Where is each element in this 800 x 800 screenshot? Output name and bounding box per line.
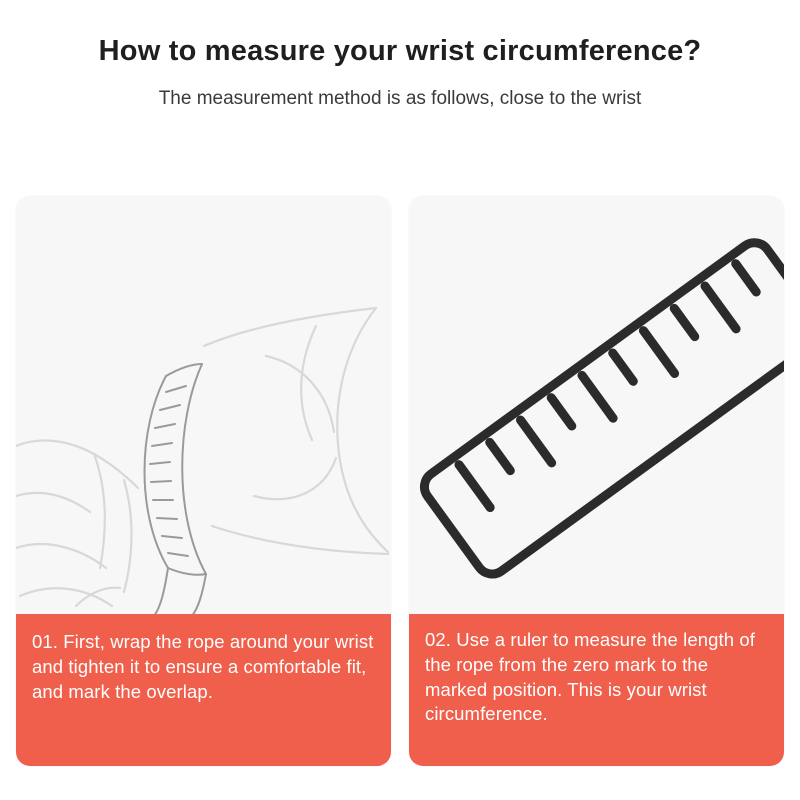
header	[0, 0, 800, 111]
step-caption-01: 01. First, wrap the rope around your wrist and tighten it to ensure a comfortable fit, and mark the overlap.	[16, 614, 391, 766]
ruler-illustration	[409, 196, 784, 616]
page-subtitle: The measurement method is as follows, close to the wrist	[158, 87, 642, 109]
steps-container	[16, 196, 784, 766]
step-card-01	[16, 196, 391, 766]
step-card-02	[409, 196, 784, 766]
wrist-measure-illustration	[16, 196, 391, 616]
page-title: How to measure your wrist circumference?	[98, 35, 702, 67]
step-caption-02: 02. Use a ruler to measure the length of the rope from the zero mark to the marked position. This is your wrist circumference.	[409, 614, 784, 766]
